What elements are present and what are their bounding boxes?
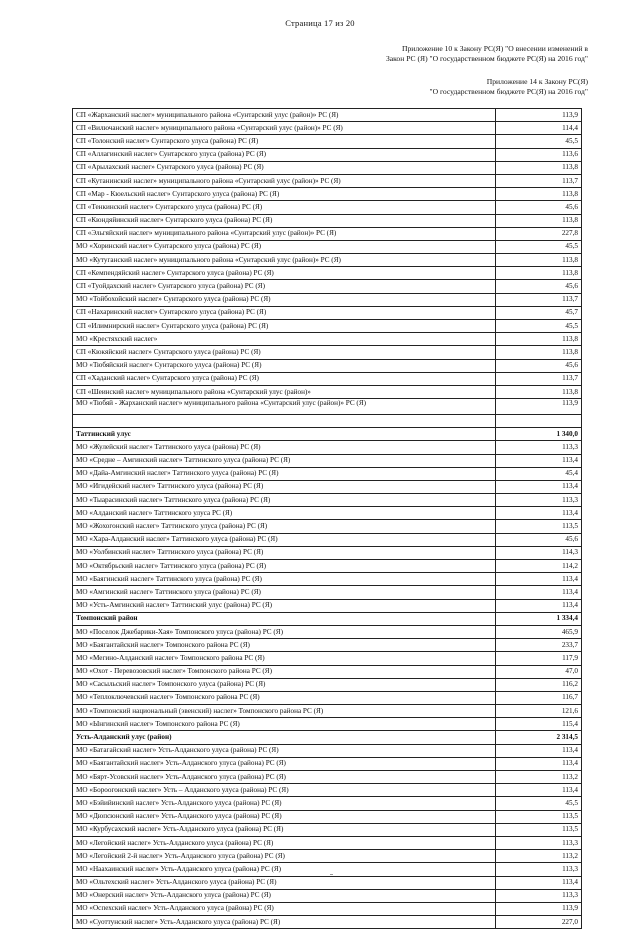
settlement-name-cell: МО «Мегино-Алданский наслег» Томпонского района РС (Я) — [73, 652, 496, 665]
table-row — [73, 744, 582, 757]
table-row — [73, 586, 582, 599]
appendix-10-line-2: Закон РС (Я) "О государственном бюджете РС(Я) на 2016 год" — [385, 54, 588, 63]
amount-cell: 113,3 — [496, 494, 582, 507]
table-row — [73, 797, 582, 810]
table-row — [73, 306, 582, 319]
settlement-name-cell: МО «Теплоключевский наслег» Томпонского района РС (Я) — [73, 691, 496, 704]
table-row — [73, 599, 582, 612]
amount-cell: 465,9 — [496, 625, 582, 638]
table-row — [73, 280, 582, 293]
amount-cell: 113,3 — [496, 836, 582, 849]
amount-cell: 113,4 — [496, 573, 582, 586]
amount-cell: 45,5 — [496, 797, 582, 810]
amount-cell: 113,8 — [496, 333, 582, 346]
amount-cell: 45,6 — [496, 533, 582, 546]
table-row — [73, 902, 582, 915]
settlement-name-cell: СП «Мар - Кюельский наслег» Сунтарского улуса (района) РС (Я) — [73, 188, 496, 201]
amount-cell: 113,8 — [496, 214, 582, 227]
amount-cell: 113,8 — [496, 346, 582, 359]
amount-cell: 121,6 — [496, 705, 582, 718]
region-total-cell: 1 340,0 — [496, 428, 582, 441]
amount-cell: 45,5 — [496, 135, 582, 148]
budget-table — [72, 108, 582, 929]
region-header-row — [73, 428, 582, 441]
table-row — [73, 214, 582, 227]
amount-cell: 114,3 — [496, 546, 582, 559]
amount-cell: 113,7 — [496, 174, 582, 187]
amount-cell: 113,4 — [496, 454, 582, 467]
table-row — [73, 863, 582, 876]
settlement-name-cell: МО «Наахаинский наслег» Усть-Алданского улуса (района) РС (Я) — [73, 863, 496, 876]
table-row — [73, 520, 582, 533]
table-row — [73, 441, 582, 454]
table-row — [73, 678, 582, 691]
settlement-name-cell: МО «Хара-Алданский наслег» Таттинского улуса (района) РС (Я) — [73, 533, 496, 546]
amount-cell: 113,8 — [496, 267, 582, 280]
settlement-name-cell: МО «Бярт-Усовский наслег» Усть-Алданского улуса (района) РС (Я) — [73, 771, 496, 784]
amount-cell: 113,3 — [496, 863, 582, 876]
table-row — [73, 148, 582, 161]
amount-cell: 113,4 — [496, 599, 582, 612]
settlement-name-cell: МО «Суоттунский наслег» Усть-Алданского улуса (района) РС (Я) — [73, 916, 496, 929]
region-name-cell: Томпонский район — [73, 612, 496, 625]
settlement-name-cell: МО «Средне – Амгинский наслег» Таттинского улуса (района) РС (Я) — [73, 454, 496, 467]
table-row — [73, 254, 582, 267]
table-row — [73, 889, 582, 902]
amount-cell: 47,0 — [496, 665, 582, 678]
table-row — [73, 293, 582, 306]
amount-cell: 113,8 — [496, 385, 582, 398]
table-row — [73, 320, 582, 333]
amount-cell: 113,3 — [496, 441, 582, 454]
settlement-name-cell: СП «Шеинский наслег» муниципального района «Сунтарский улус (район)» — [73, 385, 496, 398]
table-row — [73, 227, 582, 240]
table-row — [73, 876, 582, 889]
settlement-name-cell: МО «Жохогонский наслег» Таттинского улуса (района) РС (Я) — [73, 520, 496, 533]
settlement-name-cell: МО «Усть-Амгинский наслег» Таттинский улус (района) РС (Я) — [73, 599, 496, 612]
settlement-name-cell: МО «Бороогонский наслег» Усть – Алданского улуса (района) РС (Я) — [73, 784, 496, 797]
settlement-name-cell: СП «Кюндяйинский наслег» Сунтарского улуса (района) РС (Я) — [73, 214, 496, 227]
appendix-14-caption — [429, 77, 588, 97]
amount-cell: 114,2 — [496, 560, 582, 573]
blank-row — [73, 415, 582, 428]
settlement-name-cell: МО «Бэйийинский наслег» Усть-Алданского улуса (района) РС (Я) — [73, 797, 496, 810]
table-row — [73, 174, 582, 187]
table-row — [73, 507, 582, 520]
amount-cell: 113,9 — [496, 109, 582, 122]
settlement-name-cell: МО «Уолбинский наслег» Таттинского улуса (района) РС (Я) — [73, 546, 496, 559]
table-row — [73, 399, 582, 415]
amount-cell: 113,4 — [496, 480, 582, 493]
amount-cell: 233,7 — [496, 639, 582, 652]
settlement-name-cell: СП «Кюкяйский наслег» Сунтарского улуса (района) РС (Я) — [73, 346, 496, 359]
amount-cell: 45,7 — [496, 306, 582, 319]
page-number: Страница 17 из 20 — [285, 18, 355, 28]
table-row — [73, 560, 582, 573]
amount-cell: 113,4 — [496, 757, 582, 770]
appendix-14-line-2: "О государственном бюджете РС(Я) на 2016 год" — [429, 87, 588, 96]
settlement-name-cell: СП «Эльгяйский наслег» муниципального района «Сунтарский улус (район)» РС (Я) — [73, 227, 496, 240]
table-row — [73, 109, 582, 122]
settlement-name-cell: СП «Тенкинский наслег» Сунтарского улуса (района) РС (Я) — [73, 201, 496, 214]
table-row — [73, 201, 582, 214]
settlement-name-cell: СП «Илимнирский наслег» Сунтарского улуса (района) РС (Я) — [73, 320, 496, 333]
settlement-name-cell: МО «Хоринский наслег» Сунтарского улуса (района) РС (Я) — [73, 240, 496, 253]
amount-cell: 113,3 — [496, 889, 582, 902]
amount-cell: 113,4 — [496, 784, 582, 797]
settlement-name-cell: МО «Батагайский наслег» Усть-Алданского улуса (района) РС (Я) — [73, 744, 496, 757]
amount-cell: 227,0 — [496, 916, 582, 929]
table-row — [73, 705, 582, 718]
settlement-name-cell: СП «Нахаринский наслег» Сунтарского улуса (района) РС (Я) — [73, 306, 496, 319]
table-row — [73, 454, 582, 467]
amount-cell: 45,6 — [496, 201, 582, 214]
settlement-name-cell: МО «Онерский наслег» Усть-Алданского улуса (района) РС (Я) — [73, 889, 496, 902]
amount-cell: 113,5 — [496, 520, 582, 533]
settlement-name-cell: МО «Октябрьский наслег» Таттинского улуса (района) РС (Я) — [73, 560, 496, 573]
amount-cell: 113,2 — [496, 771, 582, 784]
region-total-cell: 2 314,5 — [496, 731, 582, 744]
amount-cell: 113,4 — [496, 876, 582, 889]
settlement-name-cell: СП «Туойдахский наслег» Сунтарского улуса (района) РС (Я) — [73, 280, 496, 293]
amount-cell: 113,8 — [496, 188, 582, 201]
amount-cell: 113,4 — [496, 586, 582, 599]
table-row — [73, 240, 582, 253]
amount-cell: 45,6 — [496, 359, 582, 372]
settlement-name-cell: МО «Легойский 2-й наслег» Усть-Алданского улуса (района) РС (Я) — [73, 850, 496, 863]
amount-cell: 113,8 — [496, 254, 582, 267]
appendix-10-line-1: Приложение 10 к Закону РС(Я) "О внесении изменений в — [401, 44, 588, 53]
region-name-cell: Усть-Алданский улус (район) — [73, 731, 496, 744]
settlement-name-cell: СП «Вилючанский наслег» муниципального района «Сунтарский улус (район)» РС (Я) — [73, 122, 496, 135]
footer-mark — [330, 874, 333, 875]
table-row — [73, 467, 582, 480]
settlement-name-cell: МО «Тойбохойский наслег» Сунтарского улуса (района) РС (Я) — [73, 293, 496, 306]
settlement-name-cell: МО «Курбусахский наслег» Усть-Алданского улуса (района) РС (Я) — [73, 823, 496, 836]
settlement-name-cell: МО «Тыарасинский наслег» Таттинского улуса (района) РС (Я) — [73, 494, 496, 507]
amount-cell: 45,4 — [496, 467, 582, 480]
table-row — [73, 639, 582, 652]
amount-cell — [496, 415, 582, 428]
table-row — [73, 665, 582, 678]
amount-cell: 45,5 — [496, 240, 582, 253]
amount-cell: 113,9 — [496, 902, 582, 915]
settlement-name-cell: СП «Кемпендяйский наслег» Сунтарского улуса (района) РС (Я) — [73, 267, 496, 280]
settlement-name-cell: МО «Дайа-Амгинский наслег» Таттинского улуса (района) РС (Я) — [73, 467, 496, 480]
table-row — [73, 836, 582, 849]
amount-cell: 114,4 — [496, 122, 582, 135]
table-row — [73, 267, 582, 280]
settlement-name-cell: МО «Алданский наслег» Таттинского улуса РС (Я) — [73, 507, 496, 520]
amount-cell: 113,9 — [496, 399, 582, 415]
amount-cell: 117,9 — [496, 652, 582, 665]
table-row — [73, 850, 582, 863]
table-row — [73, 784, 582, 797]
region-header-row — [73, 612, 582, 625]
table-row — [73, 625, 582, 638]
settlement-name-cell: МО «Сасыльский наслег» Томпонского улуса (района) РС (Я) — [73, 678, 496, 691]
amount-cell: 116,7 — [496, 691, 582, 704]
settlement-name-cell: СП «Жарханский наслег» муниципального района «Сунтарский улус (район)» РС (Я) — [73, 109, 496, 122]
table-row — [73, 546, 582, 559]
settlement-name-cell: МО «Кутуганский наслег» муниципального района «Сунтарский улус (район)» РС (Я) — [73, 254, 496, 267]
settlement-name-cell — [73, 415, 496, 428]
settlement-name-cell: МО «Баягантайский наслег» Усть-Алданского улуса (района) РС (Я) — [73, 757, 496, 770]
settlement-name-cell: МО «Поселок Джебарики-Хая» Томпонского улуса (района) РС (Я) — [73, 625, 496, 638]
settlement-name-cell: МО «Дюпсюнский наслег» Усть-Алданского улуса (района) РС (Я) — [73, 810, 496, 823]
settlement-name-cell: МО «Амгинский наслег» Таттинского улуса (района) РС (Я) — [73, 586, 496, 599]
budget-table-body — [73, 109, 582, 929]
amount-cell: 227,8 — [496, 227, 582, 240]
settlement-name-cell: МО «Охот - Перевозовский наслег» Томпонского района РС (Я) — [73, 665, 496, 678]
settlement-name-cell: МО «Баягантайский наслег» Томпонского района РС (Я) — [73, 639, 496, 652]
table-row — [73, 533, 582, 546]
table-row — [73, 359, 582, 372]
region-header-row — [73, 731, 582, 744]
table-row — [73, 333, 582, 346]
table-row — [73, 757, 582, 770]
table-row — [73, 652, 582, 665]
amount-cell: 45,5 — [496, 320, 582, 333]
settlement-name-cell: СП «Кутанинский наслег» муниципального района «Сунтарский улус (район)» РС (Я) — [73, 174, 496, 187]
settlement-name-cell: МО «Ынгинский наслег» Томпонского района РС (Я) — [73, 718, 496, 731]
settlement-name-cell: МО «Оспехский наслег» Усть-Алданского улуса (района) РС (Я) — [73, 902, 496, 915]
amount-cell: 113,2 — [496, 850, 582, 863]
amount-cell: 113,4 — [496, 744, 582, 757]
appendix-14-line-1: Приложение 14 к Закону РС(Я) — [486, 77, 588, 86]
region-name-cell: Таттинский улус — [73, 428, 496, 441]
settlement-name-cell: МО «Игидейский наслег» Таттинского улуса (района) РС (Я) — [73, 480, 496, 493]
table-row — [73, 135, 582, 148]
table-row — [73, 188, 582, 201]
table-row — [73, 385, 582, 398]
amount-cell: 113,4 — [496, 507, 582, 520]
settlement-name-cell: МО «Легойский наслег» Усть-Алданского улуса (района) РС (Я) — [73, 836, 496, 849]
amount-cell: 113,6 — [496, 148, 582, 161]
table-row — [73, 718, 582, 731]
amount-cell: 113,7 — [496, 293, 582, 306]
amount-cell: 116,2 — [496, 678, 582, 691]
table-row — [73, 372, 582, 385]
table-row — [73, 691, 582, 704]
settlement-name-cell: МО «Жулейский наслег» Таттинского улуса (района) РС (Я) — [73, 441, 496, 454]
amount-cell: 113,5 — [496, 823, 582, 836]
table-row — [73, 573, 582, 586]
table-row — [73, 823, 582, 836]
settlement-name-cell: СП «Арылахский наслег» Сунтарского улуса (района) РС (Я) — [73, 161, 496, 174]
settlement-name-cell: МО «Томпонский национальный (эвенский) наслег» Томпонского района РС (Я) — [73, 705, 496, 718]
table-row — [73, 346, 582, 359]
settlement-name-cell: СП «Хаданский наслег» Сунтарского улуса (района) РС (Я) — [73, 372, 496, 385]
table-row — [73, 122, 582, 135]
table-row — [73, 161, 582, 174]
table-row — [73, 480, 582, 493]
appendix-10-caption — [386, 44, 588, 64]
amount-cell: 113,7 — [496, 372, 582, 385]
settlement-name-cell: МО «Тюбяйский наслег» Сунтарского улуса (района) РС (Я) — [73, 359, 496, 372]
amount-cell: 45,6 — [496, 280, 582, 293]
region-total-cell: 1 334,4 — [496, 612, 582, 625]
settlement-name-cell: СП «Толонский наслег» Сунтарского улуса (района) РС (Я) — [73, 135, 496, 148]
settlement-name-cell: МО «Ольтехский наслег» Усть-Алданского улуса (района) РС (Я) — [73, 876, 496, 889]
amount-cell: 115,4 — [496, 718, 582, 731]
amount-cell: 113,8 — [496, 161, 582, 174]
amount-cell: 113,5 — [496, 810, 582, 823]
table-row — [73, 771, 582, 784]
table-row — [73, 916, 582, 929]
table-row — [73, 494, 582, 507]
table-row — [73, 810, 582, 823]
settlement-name-cell: МО «Крестяхский наслег» — [73, 333, 496, 346]
settlement-name-cell: СП «Аллагинский наслег» Сунтарского улуса (района) РС (Я) — [73, 148, 496, 161]
settlement-name-cell: МО «Баягинский наслег» Таттинского улуса (района) РС (Я) — [73, 573, 496, 586]
settlement-name-cell: МО «Тюбяй - Жарханский наслег» муниципального района «Сунтарский улус (район)» РС (Я) — [73, 399, 496, 415]
